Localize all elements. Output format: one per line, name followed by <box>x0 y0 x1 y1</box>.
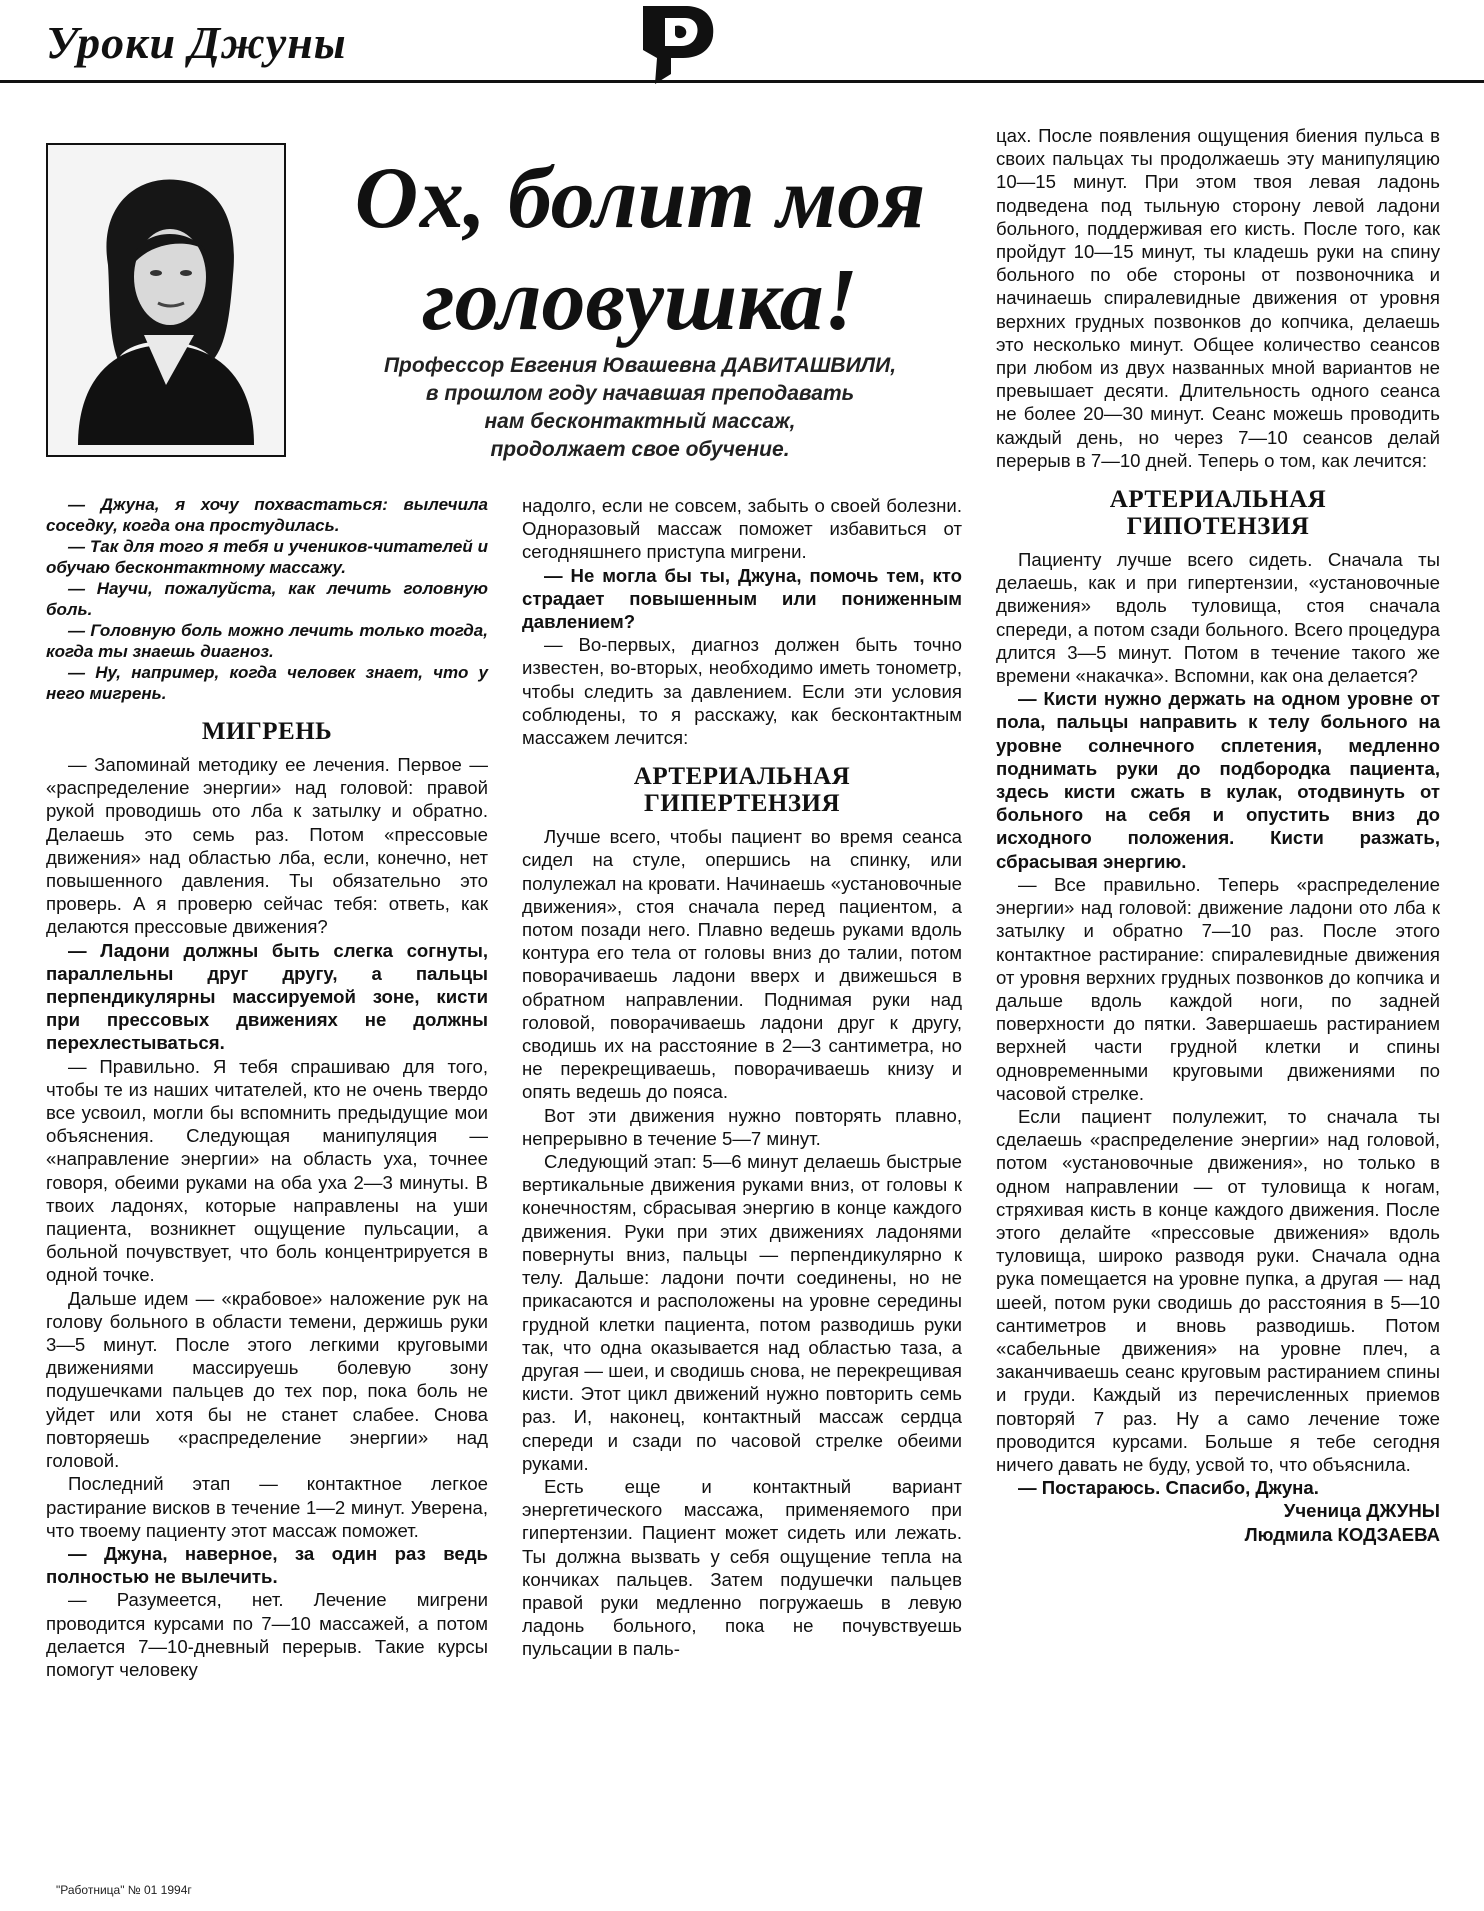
signature-line-1: Ученица ДЖУНЫ <box>1283 1500 1440 1522</box>
body-paragraph: — Все правильно. Теперь «распределение энергии» над головой: движение ладони ото лба к затылку и обратно 7—10 раз. После этого контактное растирание: спиралевидные движения от уровня верхних грудных позвонков до копчика и дальше вдоль каждой ноги, по задней поверхности до пятки. Завершаешь растиранием верхней части грудной клетки и спины одновременными круговыми движениями по часовой стрелке. <box>996 873 1440 1104</box>
intro-paragraph: — Ну, например, когда человек знает, что у него мигрень. <box>46 663 488 703</box>
rubric-title: Уроки Джуны <box>46 17 347 68</box>
body-paragraph: Вот эти движения нужно повторять плавно, непрерывно в течение 5—7 минут. <box>522 1104 962 1149</box>
body-paragraph: Следующий этап: 5—6 минут делаешь быстрые вертикальные движения руками вниз, от головы к конечностям, сбрасывая энергию в конце каждого движения. Руки при этих движениях ладонями повернуты вниз, пальцы — перпендикулярно к телу. Дальше: ладони почти соединены, но не прикасаются и расположены на уровне середины грудной клетки пациента, потом разводишь руки так, что одна оказывается над областью таза, а другая — шеи, и сводишь снова, не перекрещивая кисти. Этот цикл движений нужно повторить семь раз. И, наконец, контактный массаж сердца спереди и сзади по часовой стрелке обеими руками. <box>522 1151 962 1474</box>
body-paragraph: — Разумеется, нет. Лечение мигрени проводится курсами по 7—10 массажей, а потом делается 7—10-дневный перерыв. Такие курсы помогут человеку <box>46 1589 488 1680</box>
section-heading-migraine: МИГРЕНЬ <box>201 718 333 745</box>
section-heading-hypertension <box>522 763 962 817</box>
heading-line: ГИПОТЕНЗИЯ <box>1126 513 1310 541</box>
heading-line: АРТЕРИАЛЬНАЯ <box>633 763 851 791</box>
author-photo <box>46 143 286 457</box>
body-paragraph: цах. После появления ощущения биения пульса в своих пальцах ты продолжаешь эту манипуляцию 10—15 минут. При этом твоя левая ладонь подведена под тыльную сторону левой ладони больного, поддерживая его кисть. После того, как пройдут 10—15 минут, ты кладешь руки на спину больного по обе стороны от позвоночника и начинаешь спиралевидные движения от уровня верхних грудных позвонков до копчика, делаешь это несколько минут. Общее количество сеансов при любом из двух названных мной вариантов не превышает десяти. Длительность одного сеанса не более 20—30 минут. Сеанс можешь проводить каждый день, но через 7—10 сеансов делай перерыв в 7—10 дней. Теперь о том, как лечится: <box>996 125 1440 471</box>
lead-line: продолжает свое обучение. <box>490 438 790 461</box>
lead-line: нам бесконтактный массаж, <box>484 410 796 433</box>
source-footer: "Работница" № 01 1994г <box>56 1883 192 1897</box>
body-paragraph: надолго, если не совсем, забыть о своей болезни. Одноразовый массаж поможет избавиться от сегодняшнего приступа мигрени. <box>522 495 962 563</box>
intro-paragraph: — Головную боль можно лечить только тогда, когда ты знаешь диагноз. <box>46 621 488 661</box>
intro-paragraph: — Джуна, я хочу похвастаться: вылечила соседку, когда она простудилась. <box>46 495 488 535</box>
heading-line: ГИПЕРТЕНЗИЯ <box>643 790 841 818</box>
lead-line: Профессор Евгения Ювашевна ДАВИТАШВИЛИ, <box>383 354 897 377</box>
question-paragraph: — Джуна, наверное, за один раз ведь полностью не вылечить. <box>46 1542 488 1588</box>
body-paragraph: — Во-первых, диагноз должен быть точно известен, во-вторых, необходимо иметь тонометр, чтобы следить за давлением. Если эти условия соблюдены, то я расскажу, как бесконтактным массажем лечится: <box>522 634 962 749</box>
header-rule <box>0 80 1484 83</box>
text-column-3 <box>996 124 1440 1546</box>
section-heading-hypotension <box>996 486 1440 540</box>
answer-paragraph: — Ладони должны быть слегка согнуты, параллельны друг другу, а пальцы перпендикулярны массируемой зоне, кисти при прессовых движениях не должны перехлестываться. <box>46 939 488 1054</box>
body-paragraph: — Правильно. Я тебя спрашиваю для того, чтобы те из наших читателей, кто не очень твердо все усвоил, могли бы вспомнить предыдущие мои объяснения. Следующая манипуляция — «направление энергии» на область уха, точнее говоря, обеими руками на оба уха 2—3 минуты. В твоих ладонях, которые направлены на уши пациента, возникнет ощущение пульсации, а больной почувствует, что боль концентрируется в одной точке. <box>46 1055 488 1286</box>
heading-line: АРТЕРИАЛЬНАЯ <box>1109 486 1327 514</box>
signature-line-2: Людмила КОДЗАЕВА <box>1244 1523 1440 1545</box>
intro-paragraph: — Научи, пожалуйста, как лечить головную боль. <box>46 579 488 619</box>
closing-remark: — Постараюсь. Спасибо, Джуна. <box>1018 1477 1319 1499</box>
article-headline <box>300 148 980 352</box>
headline-line-1: Ох, болит моя <box>354 150 926 247</box>
lead-line: в прошлом году начавшая преподавать <box>425 382 855 405</box>
body-paragraph: Дальше идем — «крабовое» наложение рук на голову больного в области темени, держишь руки 3—5 минут. После этого легкими круговыми движениями массируешь болевую зону подушечками пальцев до тех пор, пока боль не уйдет или хотя бы не станет слабее. Снова повторяешь «распределение энергии» над головой. <box>46 1287 488 1472</box>
text-column-1 <box>46 494 488 1681</box>
text-column-2 <box>522 494 962 1661</box>
body-paragraph: Есть еще и контактный вариант энергетического массажа, применяемого при гипертензии. Пациент может сидеть или лежать. Ты должна вызвать у себя ощущение тепла на кончиках пальцев. Затем подушечки пальцев правой руки медленно погружаешь в левую ладонь больного, пока не почувствуешь пульсации в паль- <box>522 1475 962 1660</box>
body-paragraph: — Запоминай методику ее лечения. Первое — «распределение энергии» над головой: правой рукой проводишь ото лба к затылку и обратно. Делаешь это семь раз. Потом «прессовые движения» над областью лба, если, конечно, нет повышенного давления. Ты обязательно это проверь. А я проверю сейчас тебя: ответь, как делаются прессовые движения? <box>46 754 488 938</box>
intro-paragraph: — Так для того я тебя и учеников-читателей и обучаю бесконтактному массажу. <box>46 537 488 577</box>
body-paragraph: Последний этап — контактное легкое растирание висков в течение 1—2 минут. Уверена, что твоему пациенту этот массаж поможет. <box>46 1473 488 1541</box>
question-paragraph: — Не могла бы ты, Джуна, помочь тем, кто страдает повышенным или пониженным давлением? <box>522 564 962 633</box>
article-lead <box>310 352 970 464</box>
answer-paragraph: — Кисти нужно держать на одном уровне от пола, пальцы направить к телу больного на уровне солнечного сплетения, медленно поднимать руки до подбородка пациента, здесь кисти сжать в кулак, отодвинуть от больного на себя и опустить вниз до исходного положения. Кисти разжать, сбрасывая энергию. <box>996 688 1440 872</box>
magazine-logo-icon <box>635 4 717 84</box>
headline-line-2: головушка! <box>422 252 858 349</box>
body-paragraph: Если пациент полулежит, то сначала ты сделаешь «распределение энергии» над головой, потом «установочные движения», но только в одном направлении — от туловища к ногам, стряхивая кисть в конце каждого движения. После этого делайте «прессовые движения» вдоль туловища, широко разводя руки. Сначала одна рука помещается на уровне пупка, а другая — над шеей, потом руки сводишь до расстояния в 5—10 сантиметров и вновь разводишь. Потом «сабельные движения» на уровне плеч, а заканчиваешь сеанс круговым растиранием спины и груди. Каждый из перечисленных приемов повторяй 7 раз. Ну а само лечение тоже проводится курсами. Больше я тебе сегодня ничего давать не буду, усвой то, что объяснила. <box>996 1105 1440 1475</box>
body-paragraph: Лучше всего, чтобы пациент во время сеанса сидел на стуле, опершись на спинку, или полулежал на кровати. Начинаешь «установочные движения», стоя сначала перед пациентом, а потом позади него. Плавно ведешь руками вдоль контура его тела от головы вниз до талии, потом поворачиваешь ладони вверх и движешься в обратном направлении. Поднимая руки над головой, поворачиваешь ладони друг к другу, сводишь их на расстояние в 2—3 сантиметра, но не перекрещиваешь, поворачиваешь книзу и опять ведешь до пояса. <box>522 826 962 1103</box>
body-paragraph: Пациенту лучше всего сидеть. Сначала ты делаешь, как и при гипертензии, «установочные движения» вдоль туловища, стоя сначала спереди, а потом сзади больного. Всего процедура длится 3—5 минут. Потом в течение такого же времени «накачка». Вспомни, как она делается? <box>996 549 1440 687</box>
